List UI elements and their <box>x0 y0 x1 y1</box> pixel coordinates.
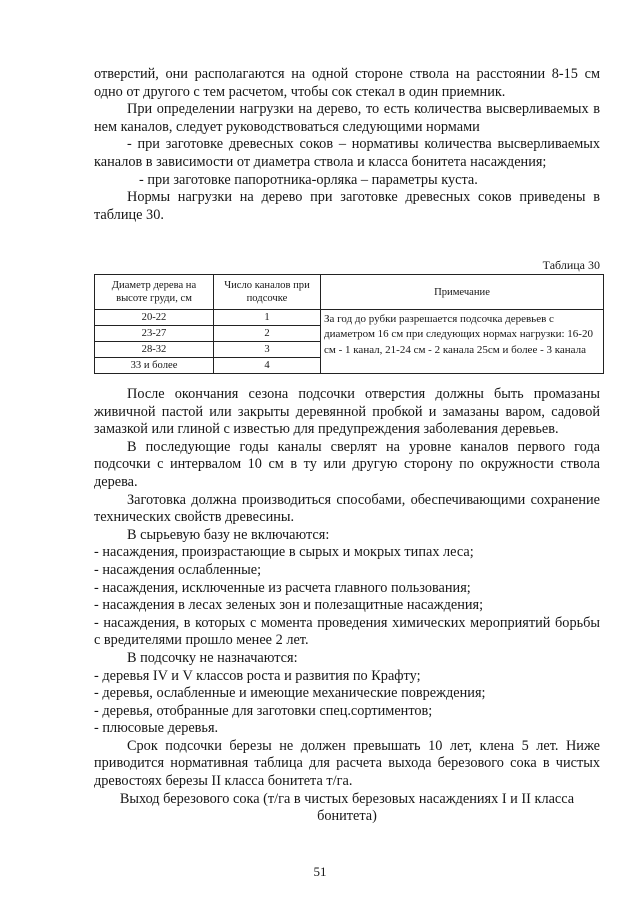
table-cell: 3 <box>214 342 321 358</box>
table-caption: Таблица 30 <box>542 258 600 272</box>
paragraph: - при заготовке папоротника-орляка – параметры куста. <box>139 171 478 188</box>
table-cell: 28-32 <box>95 342 214 358</box>
list-item: - деревья, отобранные для заготовки спец.сортиментов; <box>94 702 433 719</box>
paragraph: Нормы нагрузки на дерево при заготовке древесных соков приведены в таблице 30. <box>94 189 600 223</box>
table-note: За год до рубки разрешается подсочка деревьев с диаметром 16 см при следующих нормах нагрузки: 16-20 см - 1 канал, 21-24 см - 2 канала 25см и более - 3 канала <box>321 310 604 374</box>
paragraph: При определении нагрузки на дерево, то есть количества высверливаемых в нем каналов, следует руководствоваться следующими нормами <box>94 101 600 135</box>
table-cell: 1 <box>214 310 321 326</box>
table-header: Примечание <box>321 275 604 310</box>
table-cell: 33 и более <box>95 358 214 374</box>
main-text <box>94 386 600 826</box>
table-cell: 20-22 <box>95 310 214 326</box>
table-cell: 23-27 <box>95 326 214 342</box>
list-item: - деревья, ослабленные и имеющие механические повреждения; <box>94 685 486 702</box>
paragraph: Заготовка должна производиться способами, обеспечивающими сохранение технических свойств древесины. <box>94 491 600 526</box>
paragraph: В последующие годы каналы сверлят на уровне каналов первого года подсочки с интервалом 10 см в ту или другую сторону по окружности ствола дерева. <box>94 438 600 490</box>
list-item: - плюсовые деревья. <box>94 720 219 737</box>
paragraph: Срок подсочки березы не должен превышать 10 лет, клена 5 лет. Ниже приводится нормативная таблица для расчета выхода березового сока в чистых древостоях березы II класса бонитета т/га. <box>94 737 600 790</box>
table-cell: 4 <box>214 358 321 374</box>
table-cell: 2 <box>214 326 321 342</box>
paragraph: В сырьевую базу не включаются: <box>127 526 330 543</box>
table-row <box>95 310 604 326</box>
norms-table <box>94 274 604 374</box>
list-item: - деревья IV и V классов роста и развития по Крафту; <box>94 667 421 684</box>
list-item: - насаждения, в которых с момента проведения химических мероприятий борьбы с вредителями прошло менее 2 лет. <box>94 614 600 649</box>
paragraph: - при заготовке древесных соков – нормативы количества высверливаемых каналов в зависимости от диаметра ствола и класса бонитета насаждения; <box>94 136 600 170</box>
table-header: Число каналов при подсочке <box>214 275 321 310</box>
table-header-row <box>95 275 604 310</box>
paragraph: После окончания сезона подсочки отверстия должны быть промазаны живичной пастой или закрыты деревянной пробкой и замазаны варом, садовой замазкой или глиной с известью для предупреждения заболевания деревьев. <box>94 386 600 438</box>
intro-text <box>94 66 600 224</box>
next-table-title: Выход березового сока (т/га в чистых березовых насаждениях I и II класса бонитета) <box>119 790 575 825</box>
table-header: Диаметр дерева на высоте груди, см <box>95 275 214 310</box>
paragraph: В подсочку не назначаются: <box>127 649 298 666</box>
list-item: - насаждения, исключенные из расчета главного пользования; <box>94 579 471 596</box>
paragraph: отверстий, они располагаются на одной стороне ствола на расстоянии 8-15 см одно от другого с тем расчетом, чтобы сок стекал в один приемник. <box>94 66 600 100</box>
list-item: - насаждения, произрастающие в сырых и мокрых типах леса; <box>94 544 474 561</box>
list-item: - насаждения ослабленные; <box>94 561 262 578</box>
page-number: 51 <box>313 864 327 879</box>
list-item: - насаждения в лесах зеленых зон и полезащитные насаждения; <box>94 597 484 614</box>
